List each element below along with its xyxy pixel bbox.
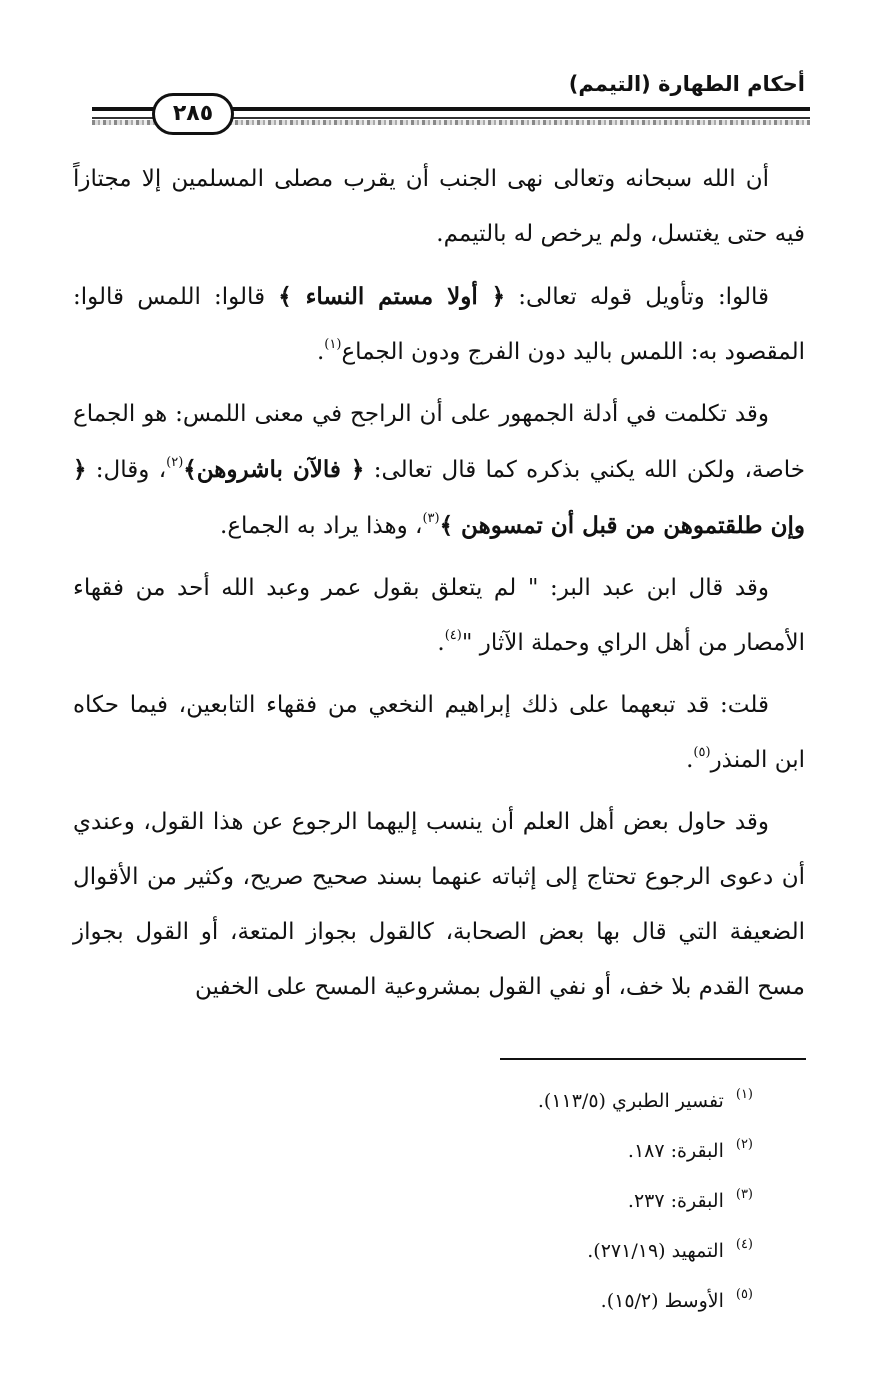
paragraph [73,152,805,262]
page-number: ٢٨٥ [152,93,234,135]
footnote-number: (٤) [735,1237,753,1252]
body-text [73,152,805,1022]
footnote-ref: (٢) [166,455,184,471]
text-run: . [686,747,694,773]
footnote-item [373,1076,753,1126]
quran-quote: ﴿ فالآن باشروهن﴾ [183,456,365,483]
text-run: . [437,630,445,656]
text-run: قالوا: وتأويل قوله تعالى: [505,284,769,310]
footnote-item [373,1276,753,1326]
footnote-separator [500,1058,806,1060]
text-run: وقد قال ابن عبد البر: " لم يتعلق بقول عمر وعبد الله أحد من فقهاء الأمصار من أهل الراي وحملة الآثار " [73,575,805,656]
footnote-ref: (١) [324,337,342,353]
text-run: قلت: قد تبعهما على ذلك إبراهيم النخعي من فقهاء التابعين، فيما حكاه ابن المنذر [73,692,805,773]
footnote-number: (٥) [735,1287,753,1302]
paragraph [73,269,805,380]
footnote-ref: (٣) [422,511,440,527]
footnote-item [373,1226,753,1276]
text-run: وقد تكلمت في أدلة الجمهور على أن الراجح في معنى اللمس: هو الجماع خاصة، ولكن الله يكني بذكره كما قال تعالى: [73,401,806,483]
footnote-item [373,1126,753,1176]
footnote-number: (١) [735,1087,753,1102]
text-run: ، وقال: [86,457,167,483]
text-run: أن الله سبحانه وتعالى نهى الجنب أن يقرب مصلى المسلمين إلا مجتازاً فيه حتى يغتسل، ولم يرخص له بالتيمم. [73,166,805,247]
paragraph [73,561,805,671]
footnote-text: التمهيد (٢٧١/١٩). [587,1240,724,1262]
paragraph [73,795,805,1015]
footnote-text: البقرة: ١٨٧. [627,1140,724,1162]
footnote-text: البقرة: ٢٣٧. [627,1190,724,1212]
quran-quote: ﴿ أولا مستم النساء ﴾ [278,283,506,310]
paragraph [73,678,805,788]
footnotes [373,1076,753,1326]
text-run: وقد حاول بعض أهل العلم أن ينسب إليهما الرجوع عن هذا القول، وعندي أن دعوى الرجوع تحتاج إلى إثباته عنهما بسند صحيح صريح، وكثير من الأقوال الضعيفة التي قال بها بعض الصحابة، كالقول بجواز المتعة، أو القول بجواز مسح القدم بلا خف، أو نفي القول بمشروعية المسح على الخفين [73,809,805,1000]
footnote-item [373,1176,753,1226]
text-run: ، وهذا يراد به الجماع. [220,513,423,539]
paragraph [73,387,805,554]
footnote-text: الأوسط (١٥/٢). [600,1290,724,1312]
footnote-ref: (٤) [444,628,462,644]
footnote-number: (٣) [735,1187,753,1202]
running-title: أحكام الطهارة (التيمم) [568,72,805,96]
text-run: قالوا: اللمس قالوا: المقصود به: اللمس باليد دون الفرج ودون الجماع [73,284,805,365]
quran-quote: ﴿ وإن طلقتموهن من قبل أن تمسوهن ﴾ [73,456,805,539]
footnote-number: (٢) [735,1137,753,1152]
footnote-text: تفسير الطبري (١١٣/٥). [537,1090,724,1112]
text-run: . [316,339,325,365]
footnote-ref: (٥) [693,745,711,761]
